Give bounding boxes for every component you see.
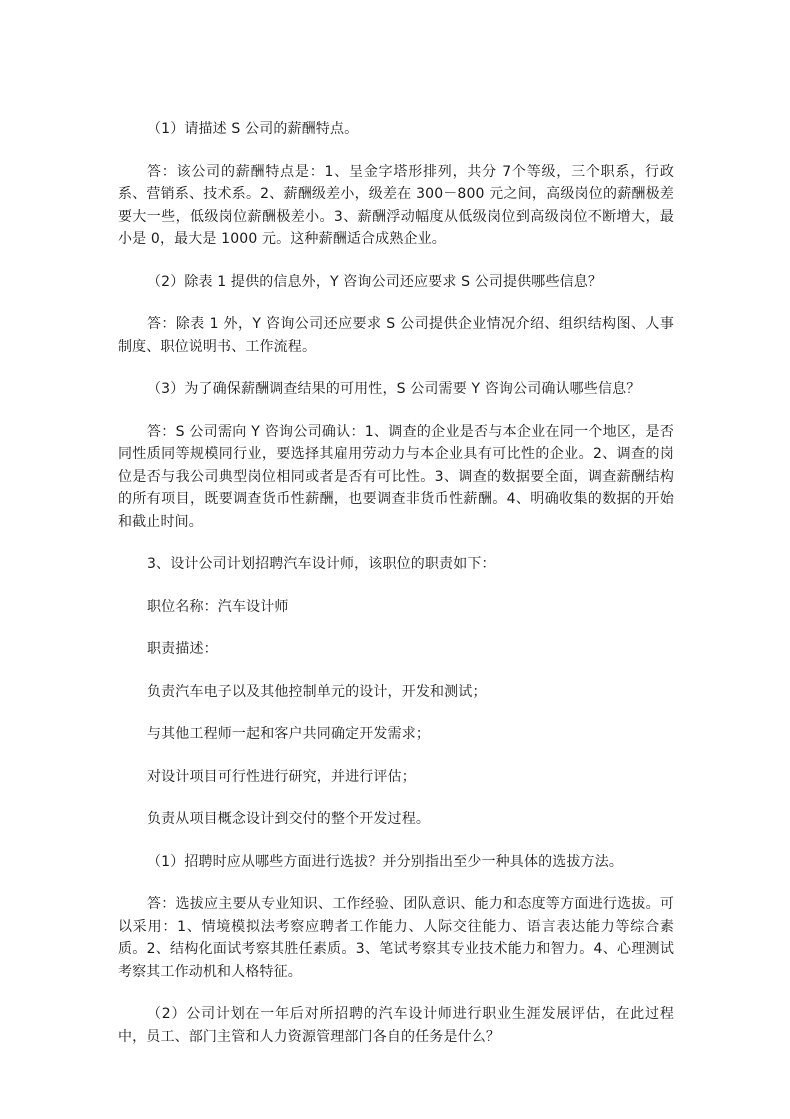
- duty-item: 负责从项目概念设计到交付的整个开发过程。: [147, 811, 430, 827]
- job-title: 职位名称：汽车设计师: [147, 598, 289, 615]
- answer-1-2: 答：除表 1 外，Y 咨询公司还应要求 S 公司提供企业情况介绍、组织结构图、人事制度、职位说明书、工作流程。: [118, 316, 674, 355]
- question-3-1: （1）招聘时应从哪些方面进行选拔？并分别指出至少一种具体的选拔方法。: [147, 853, 624, 870]
- duty-item: 负责汽车电子以及其他控制单元的设计，开发和测试；: [147, 683, 487, 700]
- question-3-2: （2）公司计划在一年后对所招聘的汽车设计师进行职业生涯发展评估，在此过程中，员工、部门主管和人力资源管理部门各自的任务是什么？: [118, 1006, 674, 1045]
- answer-1-3: 答：S 公司需向 Y 咨询公司确认：1、调查的企业是否与本企业在同一个地区，是否同性质同等规模同行业，要选择其雇用劳动力与本企业具有可比性的企业。2、调查的岗位是否与我公司典型岗位相同或者是否有可比性。3、调查的数据要全面，调查薪酬结构的所有项目，既要调查货币性薪酬，也要调查非货币性薪酬。4、明确收集的数据的开始和截止时间。: [118, 423, 674, 530]
- document-page: [118, 118, 674, 1068]
- case-3-intro: 3、设计公司计划招聘汽车设计师，该职位的职责如下：: [147, 556, 496, 572]
- question-1-2: （2）除表 1 提供的信息外，Y 咨询公司还应要求 S 公司提供哪些信息？: [147, 273, 603, 290]
- answer-3-1: 答：选拔应主要从专业知识、工作经验、团队意识、能力和态度等方面进行选拔。可以采用：1、情境模拟法考察应聘者工作能力、人际交往能力、语言表达能力等综合素质。2、结构化面试考察其胜任素质。3、笔试考察其专业技术能力和智力。4、心理测试考察其工作动机和人格特征。: [118, 896, 674, 980]
- duty-item: 与其他工程师一起和客户共同确定开发需求；: [147, 726, 430, 742]
- answer-1-1: 答：该公司的薪酬特点是：1、呈金字塔形排列，共分 7个等级，三个职系，行政系、营销系、技术系。2、薪酬级差小，级差在 300－800 元之间，高级岗位的薪酬极差要大一些，低级岗位薪酬极差小。3、薪酬浮动幅度从低级岗位到高级岗位不断增大，最小是 0，最大是 1000 元。这种薪酬适合成熟企业。: [118, 163, 674, 247]
- question-1-3: （3）为了确保薪酬调查结果的可用性，S 公司需要 Y 咨询公司确认哪些信息？: [147, 381, 641, 397]
- duty-item: 对设计项目可行性进行研究，并进行评估；: [147, 768, 416, 785]
- duties-heading: 职责描述：: [147, 641, 218, 657]
- question-1-1: （1）请描述 S 公司的薪酬特点。: [147, 121, 359, 137]
